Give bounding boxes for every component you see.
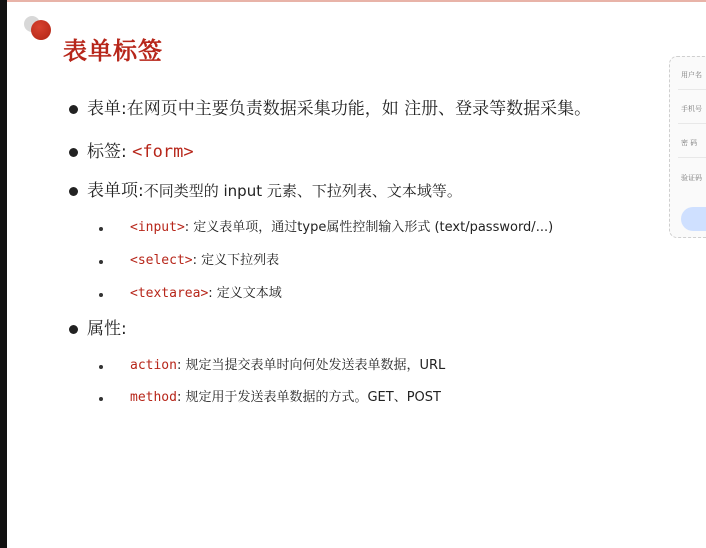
left-edge-bar [0,0,7,548]
textarea-tag-code: <textarea> [130,286,209,301]
sub-bullet-dot [99,397,103,401]
sub-bullet-select [66,252,279,270]
sub-bullet-input [66,219,553,237]
bullet-items-label: 表单项: [87,181,144,201]
input-desc: : 定义表单项，通过type属性控制输入形式 (text/password/...) [184,220,554,235]
bullet-tag-label: 标签: [87,142,127,162]
action-desc: : 规定当提交表单时向何处发送表单数据，URL [176,358,446,373]
sub-bullet-action [66,357,445,375]
bullet-attributes [66,319,127,339]
form-preview-divider [678,157,706,158]
bullet-form [66,99,591,119]
form-tag-code: <form> [132,142,194,162]
method-desc: : 规定用于发送表单数据的方式。GET、POST [176,390,441,405]
sub-bullet-dot [99,365,103,369]
form-preview-label-password: 密 码 [681,139,698,147]
form-preview-label-username: 用户名 [681,71,702,79]
sub-bullet-dot [99,293,103,297]
slide-title: 表单标签 [63,37,163,65]
form-preview-card [669,56,706,238]
form-preview-label-phone: 手机号 [681,105,702,113]
sub-bullet-dot [99,227,103,231]
method-attr-code: method [130,390,177,405]
textarea-desc: : 定义文本域 [208,286,282,301]
top-divider [7,0,706,2]
bullet-form-text: 在网页中主要负责数据采集功能，如 注册、登录等数据采集。 [126,99,592,119]
form-preview-submit-button [681,207,706,231]
form-preview-divider [678,123,706,124]
sub-bullet-textarea [66,285,282,303]
action-attr-code: action [130,358,177,373]
select-desc: : 定义下拉列表 [192,253,280,268]
bullet-tag [66,142,194,162]
bullet-items [66,181,462,201]
decoration-red-dot [31,20,51,40]
bullet-dot [69,148,78,157]
sub-bullet-dot [99,260,103,264]
bullet-form-label: 表单: [87,99,127,119]
bullet-attributes-label: 属性: [87,319,127,339]
bullet-dot [69,325,78,334]
bullet-items-text: 不同类型的 input 元素、下拉列表、文本域等。 [143,182,462,200]
form-preview-divider [678,89,706,90]
sub-bullet-method [66,389,441,407]
input-tag-code: <input> [130,220,185,235]
select-tag-code: <select> [130,253,193,268]
title-decoration [24,16,54,42]
bullet-dot [69,105,78,114]
form-preview-label-captcha: 验证码 [681,174,702,182]
bullet-dot [69,187,78,196]
